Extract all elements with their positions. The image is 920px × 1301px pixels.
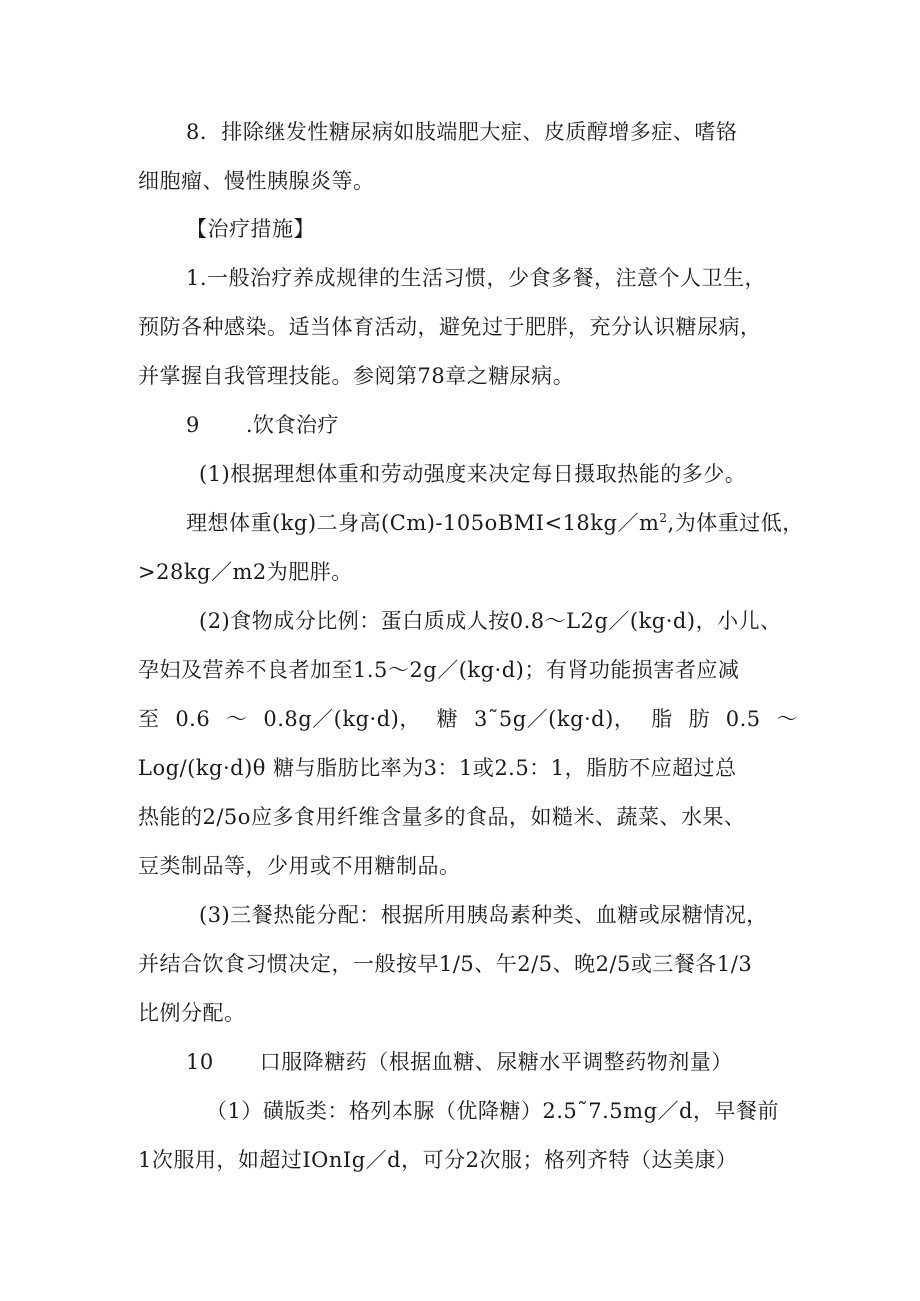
diet2-line1: (2)食物成分比例：蛋白质成人按0.8～L2g／(kg·d)，小儿、 (199, 609, 782, 633)
item9-title: .饮食治疗 (245, 413, 340, 437)
diet1-line1: (1)根据理想体重和劳动强度来决定每日摄取热能的多少。 (199, 462, 747, 486)
diet2-line3-part: 至 (138, 707, 160, 731)
item8-line2: 细胞瘤、慢性胰腺炎等。 (138, 169, 375, 193)
diet2-line3-part: 肪 (688, 707, 710, 731)
diet2-line3-part: ～ (226, 707, 248, 731)
diet2-line3-part: 0.6 (175, 707, 211, 731)
diet2-line3-part: 0.5 (725, 707, 761, 731)
item9-number: 9 (186, 413, 200, 437)
item8-line1: 8．排除继发性糖尿病如肢端肥大症、皮质醇增多症、嗜铬 (186, 120, 738, 144)
diet1-line2-post: ,为体重过低， (667, 511, 804, 535)
item10-number: 10 (186, 1050, 214, 1074)
diet3-line2: 并结合饮食习惯决定，一般按早1/5、午2/5、晚2/5或三餐各1/3 (138, 952, 753, 976)
diet2-line2: 孕妇及营养不良者加至1.5～2g／(kg·d)；有肾功能损害者应减 (138, 658, 740, 682)
item1-line1: 1.一般治疗养成规律的生活习惯，少食多餐，注意个人卫生， (186, 266, 767, 290)
diet2-line3-part: 0.8g／(kg·d)， (263, 707, 421, 731)
item10-heading (186, 1047, 846, 1077)
diet2-line3 (138, 704, 798, 734)
diet3-line3: 比例分配。 (138, 1001, 246, 1025)
diet2-line5: 热能的2/5o应多食用纤维含量多的食品，如糙米、蔬菜、水果、 (138, 805, 746, 829)
diet2-line4: Log/(kg·d)θ 糖与脂肪比率为3：1或2.5：1，脂肪不应超过总 (138, 756, 737, 780)
item1-line3: 并掌握自我管理技能。参阅第78章之糖尿病。 (138, 364, 575, 388)
drug1-line1: （1）磺版类：格列本脲（优降糖）2.5˜7.5mg／d，早餐前 (206, 1099, 779, 1123)
section-title-treatment: 【治疗措施】 (186, 217, 315, 241)
diet3-line1: (3)三餐热能分配：根据所用胰岛素种类、血糖或尿糖情况， (199, 903, 768, 927)
diet1-line2-sup: 2 (659, 511, 668, 525)
diet2-line3-part: 脂 (651, 707, 673, 731)
diet2-line6: 豆类制品等，少用或不用糖制品。 (138, 854, 461, 878)
drug1-line2: 1次服用，如超过IOnIg／d，可分2次服；格列齐特（达美康） (138, 1148, 738, 1172)
diet1-line2-pre: 理想体重(kg)二身高(Cm)-105oBMI<18kg／m (186, 511, 660, 535)
diet2-line3-part: ～ (776, 707, 798, 731)
diet2-line3-part: 3˜5g／(kg·d)， (473, 707, 636, 731)
item9-heading (186, 410, 846, 440)
diet1-line3: >28kg／m2为肥胖。 (138, 560, 353, 584)
diet1-line2 (186, 508, 804, 538)
item10-title: 口服降糖药（根据血糖、尿糖水平调整药物剂量） (259, 1050, 733, 1074)
item1-line2: 预防各种感染。适当体育活动，避免过于肥胖，充分认识糖尿病， (138, 315, 762, 339)
diet2-line3-part: 糖 (436, 707, 459, 731)
